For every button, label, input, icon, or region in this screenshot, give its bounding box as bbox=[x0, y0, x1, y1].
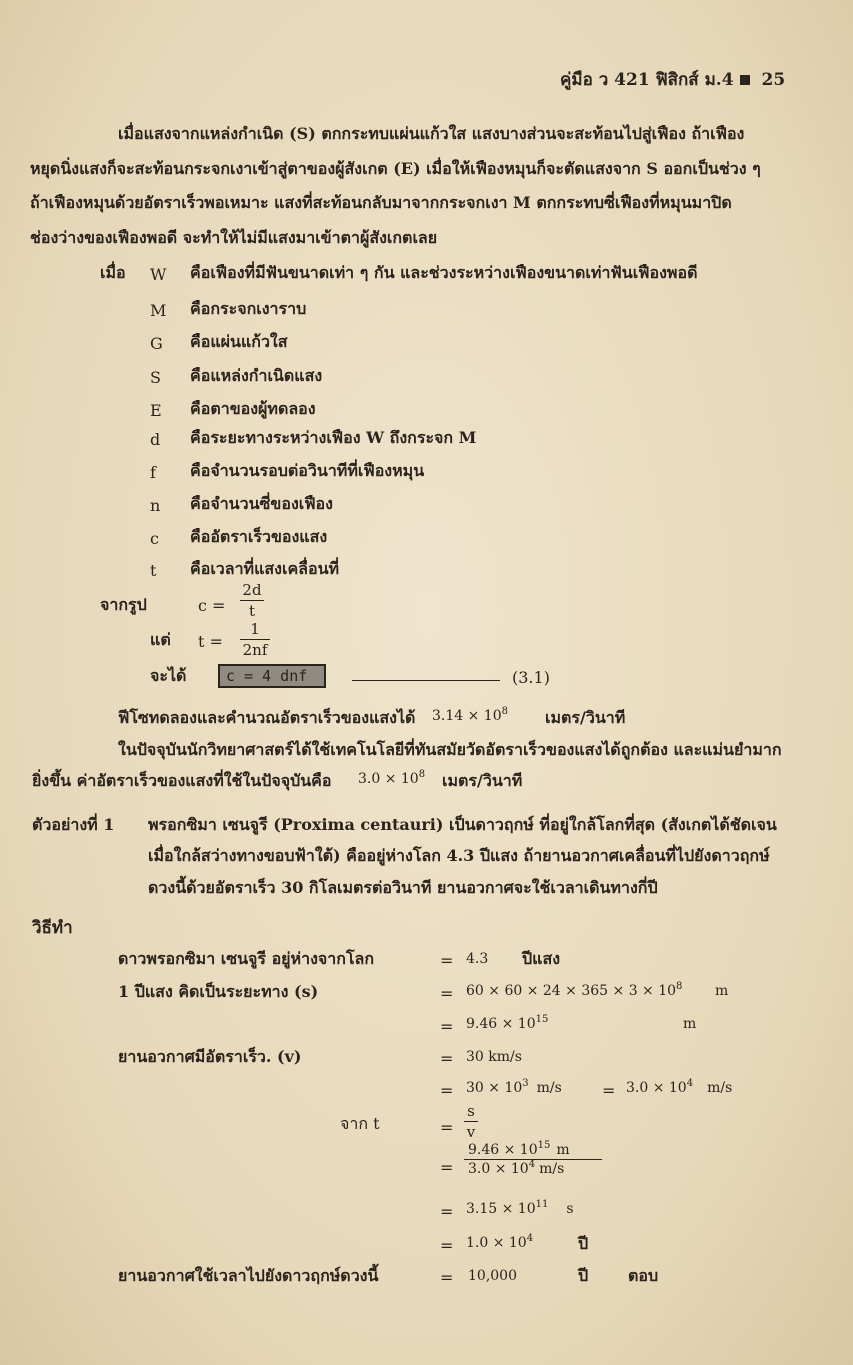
def-symbol: c bbox=[150, 529, 159, 548]
def-symbol: t bbox=[150, 561, 157, 580]
den-exponent: 4 bbox=[528, 1159, 536, 1170]
c-eq-lhs: c = bbox=[198, 596, 226, 615]
def-text: คือตาของผู้ทดลอง bbox=[190, 399, 316, 418]
num-mantissa: 9.46 × 10 bbox=[468, 1142, 538, 1158]
intro-line-3: ถ้าเฟืองหมุนด้วยอัตราเร็วพอเหมาะ แสงที่สะท้อนกลับมาจากกระจกเงา M ตกกระทบซี่เฟืองที่หมุนมาปิด bbox=[30, 193, 732, 212]
example-line-1: พรอกซิมา เซนจูรี (Proxima centauri) เป็นดาวฤกษ์ ที่อยู่ใกล้โลกที่สุด (สังเกตได้ชัดเจน bbox=[148, 815, 777, 834]
fraction-bar bbox=[240, 639, 270, 640]
def-text: คือระยะทางระหว่างเฟือง W ถึงกระจก M bbox=[190, 428, 477, 447]
intro-line-2: หยุดนิ่งแสงก็จะสะท้อนกระจกเงาเข้าสู่ตาของผู้สังเกต (E) เมื่อให้เฟืองหมุนก็จะตัดแสงจาก S ออกเป็นช่วง ๆ bbox=[30, 159, 761, 178]
equals-sign: = bbox=[440, 1202, 454, 1221]
c-numerator: 2d bbox=[242, 581, 262, 599]
row5-mantissa2: 3.0 × 10 bbox=[626, 1080, 687, 1096]
def-symbol: n bbox=[150, 496, 161, 515]
fizeau-value bbox=[432, 708, 508, 724]
solution-row5-value2 bbox=[626, 1080, 732, 1096]
row2-exponent: 8 bbox=[676, 981, 683, 992]
solution-title: วิธีทำ bbox=[32, 918, 73, 938]
solution-row10-value: 10,000 bbox=[468, 1268, 517, 1284]
row3-exponent: 15 bbox=[535, 1014, 549, 1025]
fizeau-mantissa: 3.14 × 10 bbox=[432, 708, 502, 724]
answer-label: ตอบ bbox=[628, 1266, 659, 1285]
num-unit: m bbox=[556, 1142, 570, 1158]
equals-sign: = bbox=[440, 1118, 454, 1137]
leader-line bbox=[352, 680, 500, 681]
equals-sign: = bbox=[440, 1268, 454, 1287]
row5-exponent: 3 bbox=[522, 1078, 529, 1089]
den-mantissa: 3.0 × 10 bbox=[468, 1161, 529, 1177]
equals-sign: = bbox=[602, 1081, 616, 1100]
def-text: คือแผ่นแก้วใส bbox=[190, 332, 288, 351]
def-text: คือเฟืองที่มีฟันขนาดเท่า ๆ กัน และช่วงระหว่างเฟืองขนาดเท่าฟันเฟืองพอดี bbox=[190, 263, 698, 282]
running-header bbox=[560, 66, 785, 93]
solution-row9-value bbox=[466, 1235, 533, 1251]
row9-mantissa: 1.0 × 10 bbox=[466, 1235, 527, 1251]
def-symbol: d bbox=[150, 430, 161, 449]
intro-line-1: เมื่อแสงจากแหล่งกำเนิด (S) ตกกระทบแผ่นแก้วใส แสงบางส่วนจะสะท้อนไปสู่เฟือง ถ้าเฟือง bbox=[118, 124, 745, 143]
equals-sign: = bbox=[440, 1158, 454, 1177]
def-symbol: M bbox=[150, 301, 167, 320]
row8-unit: s bbox=[566, 1201, 574, 1217]
equals-sign: = bbox=[440, 1081, 454, 1100]
solution-row6-label: จาก t bbox=[340, 1114, 380, 1133]
solution-row5-value bbox=[466, 1080, 562, 1096]
solution-row1-value: 4.3 bbox=[466, 951, 489, 967]
solution-row3-unit: m bbox=[683, 1016, 697, 1032]
s-over-v-fraction bbox=[464, 1102, 478, 1141]
modern-line-2: ยิ่งขึ้น ค่าอัตราเร็วของแสงที่ใช้ในปัจจุบันคือ bbox=[32, 771, 332, 790]
modern-unit: เมตร/วินาที bbox=[442, 771, 523, 790]
def-symbol: E bbox=[150, 401, 162, 420]
equals-sign: = bbox=[440, 1049, 454, 1068]
example-line-3: ดวงนี้ด้วยอัตราเร็ว 30 กิโลเมตรต่อวินาที ยานอวกาศจะใช้เวลาเดินทางกี่ปี bbox=[148, 878, 658, 897]
row2-mantissa: 60 × 60 × 24 × 365 × 3 × 10 bbox=[466, 983, 677, 999]
row8-mantissa: 3.15 × 10 bbox=[466, 1201, 536, 1217]
fraction-bar bbox=[240, 600, 264, 601]
t-fraction bbox=[240, 620, 270, 659]
equals-sign: = bbox=[440, 984, 454, 1003]
get-label: จะได้ bbox=[150, 666, 187, 685]
solution-row2-label: 1 ปีแสง คิดเป็นระยะทาง (s) bbox=[118, 982, 319, 1001]
c-denominator: t bbox=[248, 602, 256, 620]
row3-mantissa: 9.46 × 10 bbox=[466, 1016, 536, 1032]
solution-row3-value bbox=[466, 1016, 548, 1032]
example-line-2: เมื่อใกล้สว่างทางขอบฟ้าใต้) คืออยู่ห่างโลก 4.3 ปีแสง ถ้ายานอวกาศเคลื่อนที่ไปยังดาวฤกษ์ bbox=[148, 846, 770, 865]
defs-prefix: เมื่อ bbox=[100, 263, 126, 282]
solution-row2-unit: m bbox=[715, 983, 729, 999]
solution-row4-label: ยานอวกาศมีอัตราเร็ว. (v) bbox=[118, 1047, 302, 1066]
t-denominator: 2nf bbox=[242, 641, 268, 659]
solution-row2-value bbox=[466, 983, 682, 999]
fizeau-exponent: 8 bbox=[501, 706, 508, 717]
num-exponent: 15 bbox=[537, 1140, 551, 1151]
fizeau-unit: เมตร/วินาที bbox=[545, 708, 626, 727]
intro-line-4: ช่องว่างของเฟืองพอดี จะทำให้ไม่มีแสงมาเข้าตาผู้สังเกตเลย bbox=[30, 228, 438, 247]
page-number: 25 bbox=[761, 70, 786, 90]
modern-value bbox=[358, 771, 425, 787]
def-symbol: G bbox=[150, 334, 163, 353]
modern-mantissa: 3.0 × 10 bbox=[358, 771, 419, 787]
t-numerator: 1 bbox=[250, 620, 260, 638]
row5-unit: m/s bbox=[536, 1080, 562, 1096]
def-text: คือเวลาที่แสงเคลื่อนที่ bbox=[190, 559, 340, 578]
row8-exponent: 11 bbox=[535, 1199, 549, 1210]
solution-row1-label: ดาวพรอกซิมา เซนจูรี อยู่ห่างจากโลก bbox=[118, 949, 375, 968]
row5-unit2: m/s bbox=[707, 1080, 733, 1096]
row5-exponent2: 4 bbox=[686, 1078, 694, 1089]
def-symbol: f bbox=[150, 463, 156, 482]
s-numerator: s bbox=[467, 1102, 475, 1120]
square-bullet-icon bbox=[740, 75, 750, 85]
row5-mantissa: 30 × 10 bbox=[466, 1080, 523, 1096]
def-text: คือกระจกเงาราบ bbox=[190, 299, 307, 318]
solution-row10-unit: ปี bbox=[578, 1266, 589, 1285]
but-label: แต่ bbox=[150, 630, 171, 649]
v-denominator: v bbox=[466, 1123, 476, 1141]
fizeau-text: ฟีโซทดลองและคำนวณอัตราเร็วของแสงได้ bbox=[118, 708, 416, 727]
fraction-numerator bbox=[464, 1142, 602, 1158]
equals-sign: = bbox=[440, 1017, 454, 1036]
modern-exponent: 8 bbox=[418, 769, 426, 780]
def-symbol: S bbox=[150, 368, 161, 387]
den-unit: m/s bbox=[539, 1161, 565, 1177]
modern-line-1: ในปัจจุบันนักวิทยาศาสตร์ได้ใช้เทคโนโลยีที่ทันสมัยวัดอัตราเร็วของแสงได้ถูกต้อง และแม่นยำมาก bbox=[118, 740, 782, 759]
solution-row1-unit: ปีแสง bbox=[522, 949, 561, 968]
solution-row8-value bbox=[466, 1201, 574, 1217]
solution-row4-value: 30 km/s bbox=[466, 1049, 522, 1065]
header-title: คู่มือ ว 421 ฟิสิกส์ ม.4 bbox=[560, 70, 734, 90]
solution-row10-label: ยานอวกาศใช้เวลาไปยังดาวฤกษ์ดวงนี้ bbox=[118, 1266, 379, 1285]
from-figure-label: จากรูป bbox=[100, 595, 147, 614]
distance-over-speed-fraction bbox=[464, 1142, 602, 1177]
def-text: คือแหล่งกำเนิดแสง bbox=[190, 366, 323, 385]
fraction-denominator bbox=[464, 1161, 602, 1177]
result-formula-box: c = 4 dnf bbox=[218, 664, 326, 688]
equation-number: (3.1) bbox=[512, 668, 550, 687]
solution-row9-unit: ปี bbox=[578, 1234, 589, 1253]
example-label: ตัวอย่างที่ 1 bbox=[32, 815, 115, 834]
def-text: คือจำนวนรอบต่อวินาทีที่เฟืองหมุน bbox=[190, 461, 425, 480]
def-text: คือจำนวนซี่ของเฟือง bbox=[190, 494, 333, 513]
c-fraction bbox=[240, 581, 264, 620]
equals-sign: = bbox=[440, 951, 454, 970]
t-eq-lhs: t = bbox=[198, 632, 223, 651]
fraction-bar bbox=[464, 1121, 478, 1122]
equals-sign: = bbox=[440, 1236, 454, 1255]
row9-exponent: 4 bbox=[526, 1233, 534, 1244]
def-text: คืออัตราเร็วของแสง bbox=[190, 527, 328, 546]
def-symbol: W bbox=[150, 265, 167, 284]
